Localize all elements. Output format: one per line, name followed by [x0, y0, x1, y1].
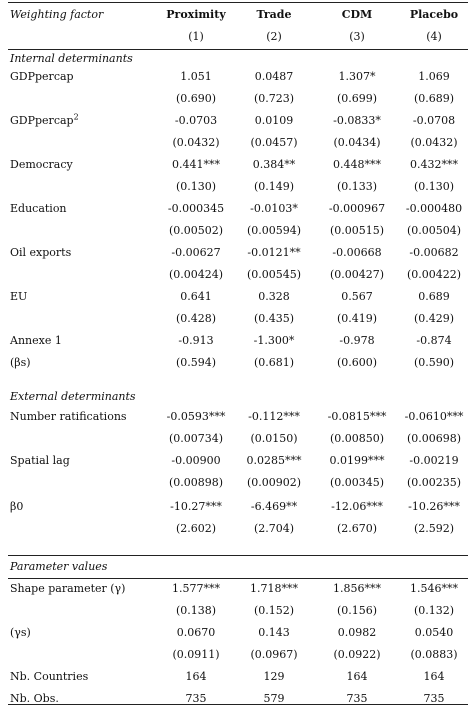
header-label: Weighting factor	[10, 8, 104, 21]
row-label: Democracy	[10, 158, 73, 171]
cell-col-2: (2.704)	[253, 522, 295, 535]
table-row	[8, 352, 468, 374]
table-row-se	[8, 472, 468, 494]
section-title: Internal determinants	[10, 52, 133, 65]
cell-col-3: (0.156)	[336, 604, 378, 617]
cell-col-3: 0.448***	[333, 158, 381, 171]
cell-col-4: -0.000480	[405, 202, 463, 215]
cell-col-2: -0.112***	[248, 410, 300, 423]
cell-col-1: (0.428)	[175, 312, 217, 325]
col-header-4: Placebo	[409, 8, 459, 21]
table-row-se	[8, 132, 468, 154]
row-label: (γs)	[10, 626, 31, 639]
cell-col-2: (0.152)	[253, 604, 295, 617]
cell-col-4: (0.00504)	[406, 224, 462, 237]
table-row	[8, 406, 468, 428]
bottom-rule	[8, 704, 468, 705]
cell-col-3: (2.670)	[336, 522, 378, 535]
cell-col-3: -0.000967	[328, 202, 386, 215]
cell-col-4: -0.00682	[409, 246, 459, 259]
cell-col-4: 0.0540	[414, 626, 454, 639]
cell-col-2: (0.0150)	[250, 432, 298, 445]
row-label: (βs)	[10, 356, 31, 369]
section-title: Parameter values	[10, 560, 108, 573]
cell-col-4: (0.0432)	[410, 136, 458, 149]
cell-col-3: -0.978	[339, 334, 375, 347]
cell-col-1: -10.27***	[170, 500, 222, 513]
col-header-1: Proximity	[166, 8, 226, 21]
cell-col-4: -10.26***	[408, 500, 460, 513]
cell-col-2: 0.384**	[252, 158, 296, 171]
cell-col-2: 0.143	[258, 626, 290, 639]
cell-col-2: 0.0109	[254, 114, 294, 127]
table-row	[8, 666, 468, 688]
cell-col-3: (0.00427)	[329, 268, 385, 281]
row-label: GDPpercap	[10, 70, 74, 83]
cell-col-1: (0.138)	[175, 604, 217, 617]
cell-col-4: 0.689	[418, 290, 450, 303]
cell-col-1: (0.0911)	[172, 648, 220, 661]
row-label: Number ratifications	[10, 410, 127, 423]
row-label: Shape parameter (γ)	[10, 582, 126, 595]
cell-col-1: (2.602)	[175, 522, 217, 535]
cell-col-1: 0.441***	[172, 158, 220, 171]
cell-col-4: 1.546***	[410, 582, 458, 595]
table-row	[8, 496, 468, 518]
cell-col-3: 0.0982	[337, 626, 377, 639]
cell-col-4: -0.874	[416, 334, 452, 347]
cell-col-1: -0.913	[178, 334, 214, 347]
row-label: Nb. Obs.	[10, 692, 59, 705]
row-label-superscript: 2	[73, 112, 79, 122]
table-row-se	[8, 644, 468, 666]
row-label: GDPpercap$^2$	[10, 112, 79, 127]
cell-col-3: (0.0922)	[333, 648, 381, 661]
cell-col-3: -0.00668	[332, 246, 382, 259]
cell-col-3: (0.699)	[336, 92, 378, 105]
cell-col-1: (0.00898)	[168, 476, 224, 489]
cell-col-4: (0.00422)	[406, 268, 462, 281]
cell-col-3: (0.133)	[336, 180, 378, 193]
cell-col-4: -0.0708	[412, 114, 456, 127]
col-header-2: Trade	[256, 8, 292, 21]
col-number-3: (3)	[349, 30, 365, 43]
cell-col-2: (0.0457)	[250, 136, 298, 149]
cell-col-4: (0.590)	[413, 356, 455, 369]
table-row-se	[8, 88, 468, 110]
row-label: β0	[10, 500, 24, 513]
cell-col-1: (0.130)	[175, 180, 217, 193]
cell-col-2: (0.0967)	[250, 648, 298, 661]
cell-col-4: (2.592)	[413, 522, 455, 535]
table-row	[8, 450, 468, 472]
cell-col-2: (0.435)	[253, 312, 295, 325]
cell-col-3: (0.600)	[336, 356, 378, 369]
cell-col-4: 1.069	[418, 70, 450, 83]
cell-col-1: (0.0432)	[172, 136, 220, 149]
cell-col-2: -0.0121**	[247, 246, 301, 259]
table-row	[8, 578, 468, 600]
cell-col-2: (0.00902)	[246, 476, 302, 489]
cell-col-3: 1.856***	[333, 582, 381, 595]
cell-col-2: 0.328	[258, 290, 290, 303]
table-row	[8, 66, 468, 88]
cell-col-4: (0.0883)	[410, 648, 458, 661]
cell-col-4: (0.132)	[413, 604, 455, 617]
cell-col-2: 579	[263, 692, 285, 705]
header-row	[8, 4, 468, 26]
col-header-3: CDM	[341, 8, 373, 21]
cell-col-3: 164	[346, 670, 368, 683]
table-row	[8, 688, 468, 710]
cell-col-1: (0.00502)	[168, 224, 224, 237]
table-row-se	[8, 308, 468, 330]
cell-col-2: 129	[263, 670, 285, 683]
col-number-4: (4)	[426, 30, 442, 43]
cell-col-2: -6.469**	[250, 500, 298, 513]
cell-col-1: (0.00734)	[168, 432, 224, 445]
section-title: External determinants	[10, 390, 136, 403]
top-rule	[8, 2, 468, 3]
regression-table	[8, 0, 468, 706]
row-label: Annexe 1	[10, 334, 62, 347]
cell-col-4: 735	[423, 692, 445, 705]
cell-col-2: -1.300*	[253, 334, 295, 347]
table-row	[8, 198, 468, 220]
cell-col-3: 0.0199***	[329, 454, 385, 467]
cell-col-3: (0.00850)	[329, 432, 385, 445]
cell-col-1: (0.690)	[175, 92, 217, 105]
cell-col-1: (0.594)	[175, 356, 217, 369]
table-row	[8, 242, 468, 264]
cell-col-1: 1.051	[180, 70, 212, 83]
cell-col-2: 0.0487	[254, 70, 294, 83]
cell-col-2: (0.00594)	[246, 224, 302, 237]
cell-col-1: 1.577***	[172, 582, 220, 595]
table-row	[8, 154, 468, 176]
table-row	[8, 622, 468, 644]
cell-col-4: 0.432***	[410, 158, 458, 171]
row-label: Nb. Countries	[10, 670, 89, 683]
table-row	[8, 110, 468, 132]
cell-col-4: (0.130)	[413, 180, 455, 193]
cell-col-3: (0.00515)	[329, 224, 385, 237]
cell-col-1: 0.641	[180, 290, 212, 303]
row-label: Spatial lag	[10, 454, 70, 467]
cell-col-1: -0.0703	[174, 114, 218, 127]
cell-col-2: (0.681)	[253, 356, 295, 369]
cell-col-1: -0.000345	[167, 202, 225, 215]
cell-col-1: 0.0670	[176, 626, 216, 639]
cell-col-4: (0.689)	[413, 92, 455, 105]
table-row	[8, 330, 468, 352]
cell-col-3: 735	[346, 692, 368, 705]
col-number-2: (2)	[266, 30, 282, 43]
row-label: Oil exports	[10, 246, 72, 259]
cell-col-4: -0.00219	[409, 454, 459, 467]
cell-col-2: (0.149)	[253, 180, 295, 193]
cell-col-3: 1.307*	[338, 70, 376, 83]
row-label: Education	[10, 202, 67, 215]
cell-col-1: 735	[185, 692, 207, 705]
cell-col-1: (0.00424)	[168, 268, 224, 281]
table-row-se	[8, 518, 468, 540]
cell-col-2: 0.0285***	[246, 454, 302, 467]
header-number-row	[8, 26, 468, 48]
cell-col-3: -0.0833*	[333, 114, 381, 127]
cell-col-3: (0.419)	[336, 312, 378, 325]
cell-col-2: 1.718***	[250, 582, 298, 595]
cell-col-1: 164	[185, 670, 207, 683]
table-row-se	[8, 264, 468, 286]
cell-col-4: (0.00235)	[406, 476, 462, 489]
section-params	[8, 556, 468, 578]
cell-col-3: (0.00345)	[329, 476, 385, 489]
cell-col-4: (0.429)	[413, 312, 455, 325]
cell-col-2: -0.0103*	[250, 202, 298, 215]
cell-col-3: -12.06***	[331, 500, 383, 513]
cell-col-4: 164	[423, 670, 445, 683]
cell-col-4: -0.0610***	[404, 410, 464, 423]
params-rule-bottom	[8, 578, 468, 579]
cell-col-3: -0.0815***	[327, 410, 387, 423]
cell-col-2: (0.723)	[253, 92, 295, 105]
table-row-se	[8, 600, 468, 622]
table-row-se	[8, 176, 468, 198]
cell-col-1: -0.00900	[171, 454, 221, 467]
cell-col-1: -0.0593***	[166, 410, 226, 423]
row-label: EU	[10, 290, 28, 303]
section-external	[8, 386, 468, 408]
table-row-se	[8, 220, 468, 242]
cell-col-2: (0.00545)	[246, 268, 302, 281]
cell-col-3: 0.567	[341, 290, 373, 303]
cell-col-4: (0.00698)	[406, 432, 462, 445]
cell-col-3: (0.0434)	[333, 136, 381, 149]
table-row	[8, 286, 468, 308]
cell-col-1: -0.00627	[171, 246, 221, 259]
table-row-se	[8, 428, 468, 450]
col-number-1: (1)	[188, 30, 204, 43]
